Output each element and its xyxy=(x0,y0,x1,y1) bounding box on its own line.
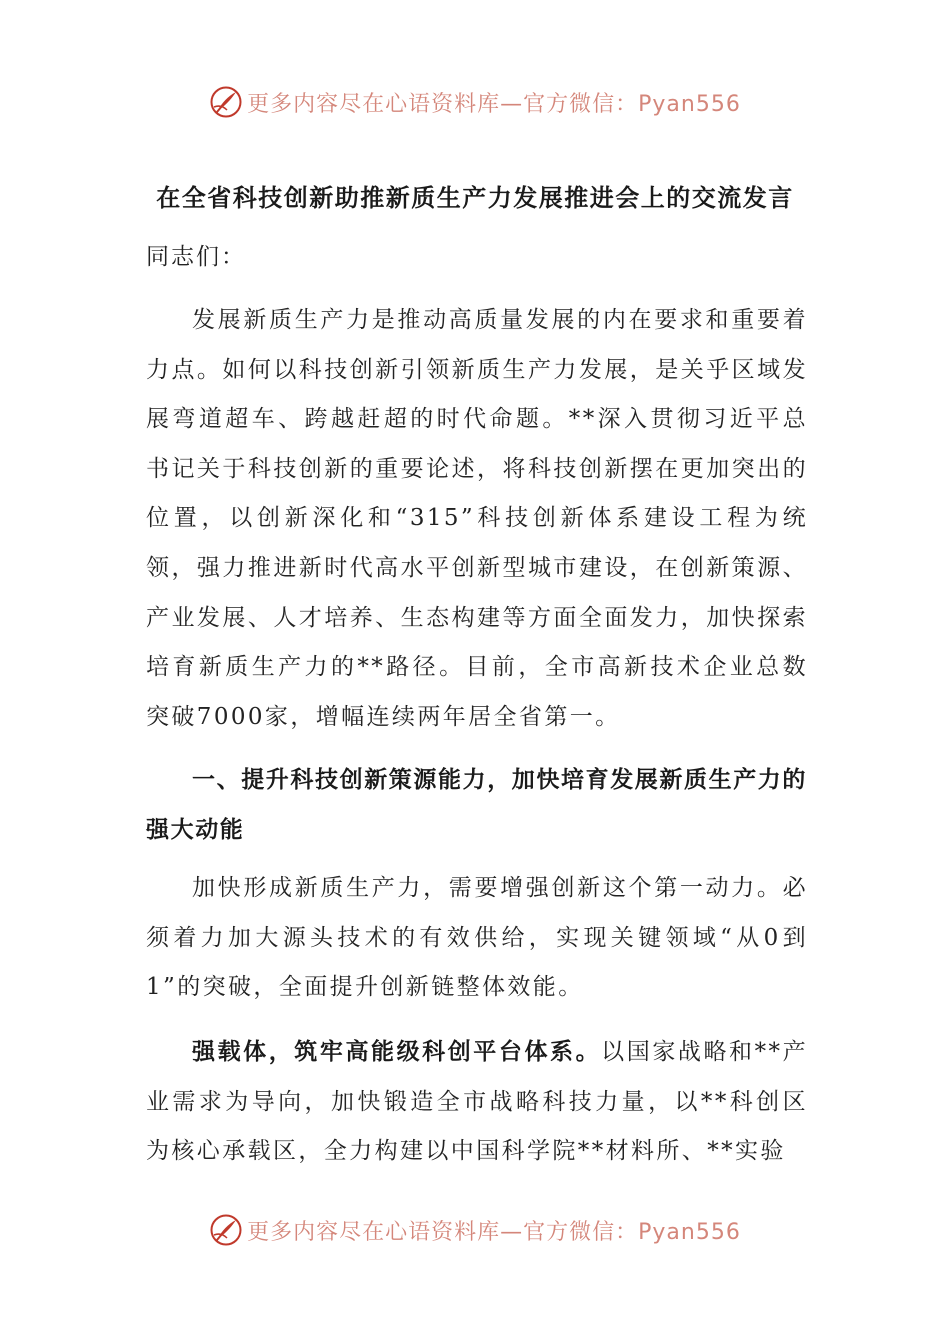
body-paragraph-section1: 加快形成新质生产力，需要增强创新这个第一动力。必须着力加大源头技术的有效供给，实现关键领域“从0到1”的突破，全面提升创新链整体效能。 xyxy=(146,875,808,1001)
watermark-banner-bottom xyxy=(0,1210,950,1250)
quill-logo-icon xyxy=(209,85,243,119)
watermark-text: 更多内容尽在心语资料库—官方微信：Pyan556 xyxy=(247,1219,741,1245)
document-title: 在全省科技创新助推新质生产力发展推进会上的交流发言 xyxy=(156,184,794,212)
body-paragraph-intro: 发展新质生产力是推动高质量发展的内在要求和重要着力点。如何以科技创新引领新质生产力发展，是关乎区域发展弯道超车、跨越赶超的时代命题。**深入贯彻习近平总书记关于科技创新的重要论述，将科技创新摆在更加突出的位置，以创新深化和“315”科技创新体系建设工程为统领，强力推进新时代高水平创新型城市建设，在创新策源、产业发展、人才培养、生态构建等方面全面发力，加快探索培育新质生产力的**路径。目前，全市高新技术企业总数突破7000家，增幅连续两年居全省第一。 xyxy=(146,307,808,730)
watermark-text: 更多内容尽在心语资料库—官方微信：Pyan556 xyxy=(247,91,741,117)
quill-logo-icon xyxy=(209,1213,243,1247)
paragraph-lead-heading: 强载体，筑牢高能级科创平台体系。 xyxy=(192,1039,602,1065)
watermark-banner-top xyxy=(0,82,950,122)
body-paragraph-platforms xyxy=(146,1028,808,1177)
salutation: 同志们： xyxy=(146,244,246,270)
section-heading-1: 一、提升科技创新策源能力，加快培育发展新质生产力的强大动能 xyxy=(146,767,807,843)
paragraph-body-text: 以国家战略和**产业需求为导向，加快锻造全市战略科技力量，以**科创区为核心承载区，全力构建以中国科学院**材料所、**实验 xyxy=(146,1039,808,1165)
